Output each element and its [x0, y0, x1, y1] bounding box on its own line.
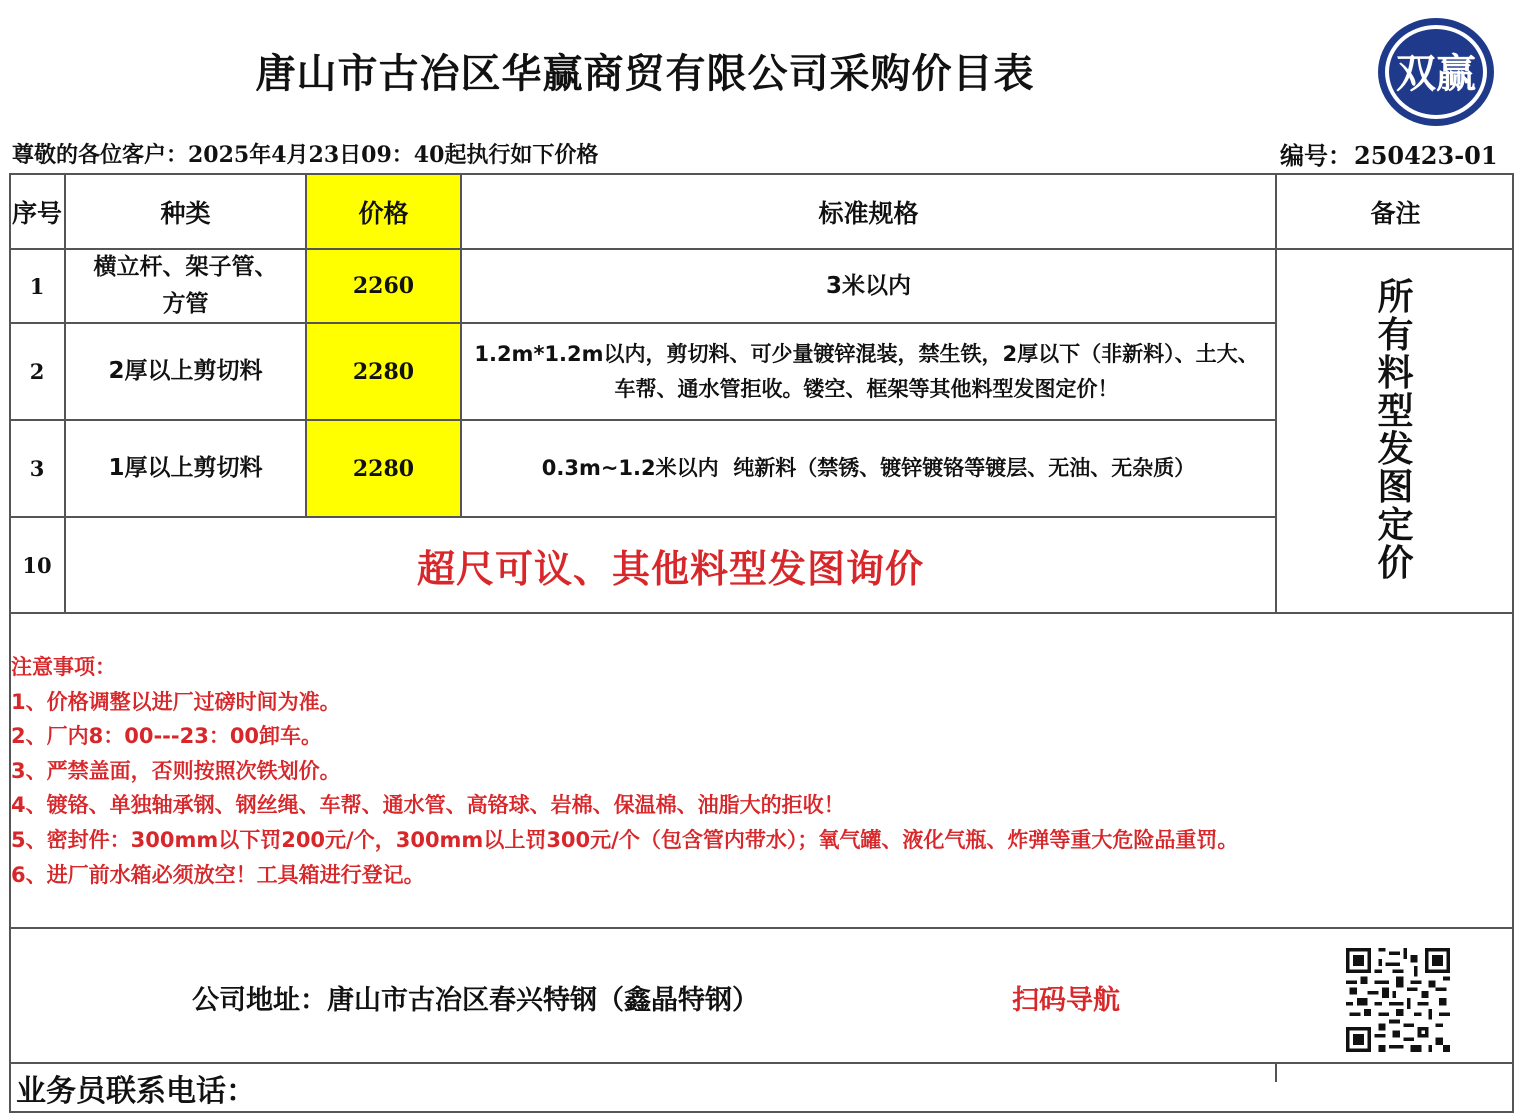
- col-header-no: 序号: [11, 198, 62, 228]
- serial-number: [1278, 136, 1498, 171]
- page-title: 唐山市古冶区华赢商贸有限公司采购价目表: [255, 51, 1035, 97]
- grid-line: [9, 927, 1514, 929]
- grid-line: [1275, 1062, 1277, 1082]
- row-1-spec: 3米以内: [825, 272, 911, 299]
- remark-cell: [1277, 250, 1514, 612]
- row-10-note: 超尺可议、其他料型发图询价: [416, 546, 924, 591]
- greeting: 尊敬的各位客户：2025年4月23日09：40起执行如下价格: [12, 142, 599, 168]
- row-3-spec: 0.3m~1.2米以内 纯新料（禁锈、镀锌镀铬等镀层、无油、无杂质）: [541, 456, 1196, 480]
- col-header-remark: 备注: [1370, 198, 1421, 228]
- row-1-no: 1: [29, 273, 45, 299]
- serial-label: 编号：: [1280, 141, 1352, 170]
- row-2-no: 2: [29, 359, 45, 384]
- row-10-no: 10: [22, 552, 52, 578]
- company-logo: [1376, 16, 1496, 128]
- row-2-price: 2280: [352, 358, 415, 385]
- notes-title: 注意事项：: [11, 655, 116, 679]
- grid-line: [9, 612, 1514, 614]
- row-1-price: 2260: [352, 273, 415, 299]
- row-3-kind: 1厚以上剪切料: [108, 455, 263, 481]
- remark-text: 所有料型发图定价: [1377, 277, 1414, 584]
- note-item: 3、严禁盖面，否则按照次铁划价。: [11, 758, 341, 783]
- notes-section: [11, 650, 1238, 892]
- row-2-kind: 2厚以上剪切料: [108, 358, 263, 384]
- row-1-kind: 横立杆、架子管、方管: [93, 254, 278, 317]
- company-address: 公司地址：唐山市古冶区春兴特钢（鑫晶特钢）: [192, 985, 759, 1016]
- row-2-spec: 1.2m*1.2m以内，剪切料、可少量镀锌混装，禁生铁，2厚以下（非新料）、土大、车帮、通水管拒收。镂空、框架等其他料型发图定价！: [474, 341, 1259, 401]
- note-item: 6、进厂前水箱必须放空！工具箱进行登记。: [11, 862, 425, 887]
- scan-nav-label: 扫码导航: [1012, 985, 1120, 1016]
- note-item: 2、厂内8：00---23：00卸车。: [11, 724, 323, 749]
- col-header-kind: 种类: [160, 198, 211, 228]
- col-header-spec: 标准规格: [818, 198, 919, 228]
- contact-label: 业务员联系电话：: [16, 1074, 256, 1109]
- note-item: 1、价格调整以进厂过磅时间为准。: [11, 689, 341, 714]
- serial-value: 250423-01: [1354, 141, 1498, 170]
- logo-text: 双赢: [1396, 51, 1476, 97]
- col-header-price: 价格: [358, 198, 409, 228]
- note-item: 5、密封件：300mm以下罚200元/个，300mm以上罚300元/个（包含管内带水）；氧气罐、液化气瓶、炸弹等重大危险品重罚。: [11, 827, 1239, 852]
- note-item: 4、镀铬、单独轴承钢、钢丝绳、车帮、通水管、高铬球、岩棉、保温棉、油脂大的拒收！: [11, 793, 845, 818]
- row-3-price: 2280: [352, 455, 415, 482]
- grid-line: [9, 1062, 1514, 1064]
- qr-code-icon[interactable]: [1341, 948, 1455, 1052]
- row-3-no: 3: [29, 456, 45, 481]
